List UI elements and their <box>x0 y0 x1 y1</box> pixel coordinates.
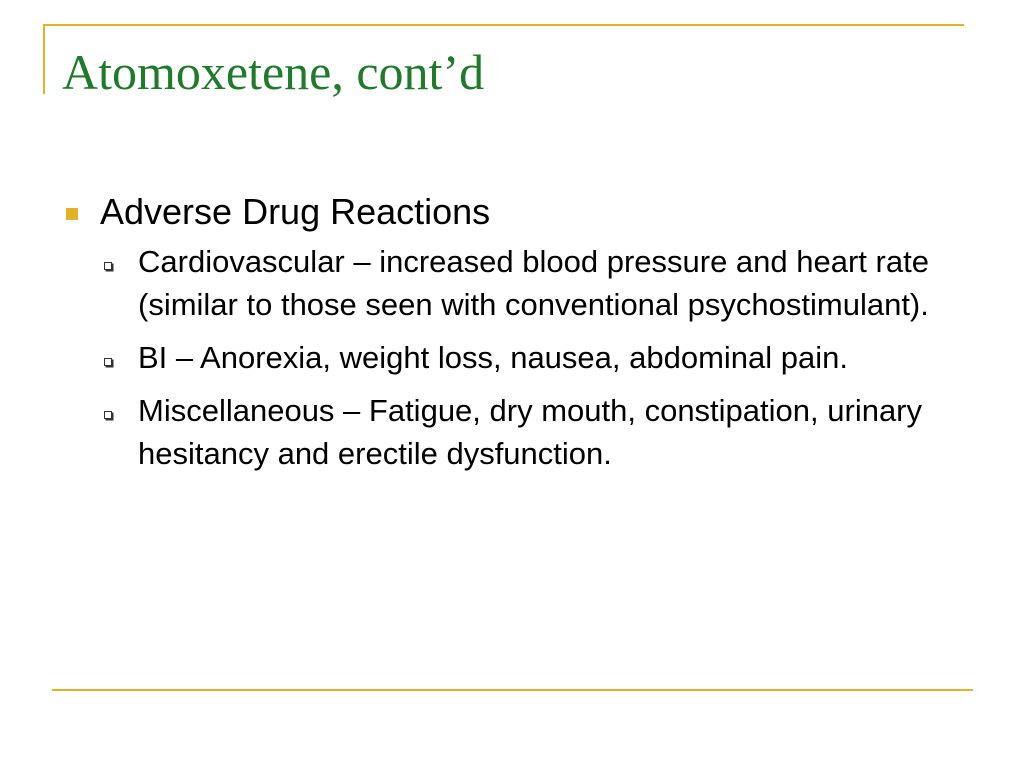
bullet-heading-text: Adverse Drug Reactions <box>100 191 491 232</box>
sub-bullet-list <box>62 240 962 475</box>
bottom-border-line <box>52 689 973 691</box>
slide-body <box>62 188 962 485</box>
sub-bullet-item <box>62 240 978 326</box>
sub-bullet-text: Miscellaneous – Fatigue, dry mouth, constipation, urinary hesitancy and erectile dysfunction. <box>138 393 923 471</box>
top-border-line <box>43 24 964 26</box>
sub-bullet-text: Cardiovascular – increased blood pressure and heart rate (similar to those seen with conventional psychostimulant). <box>138 244 929 322</box>
sub-bullet-text: BI – Anorexia, weight loss, nausea, abdominal pain. <box>138 340 849 375</box>
hollow-square-bullet-icon <box>104 262 112 270</box>
left-border-line <box>43 24 45 94</box>
slide-title: Atomoxetene, cont’d <box>62 44 485 100</box>
hollow-square-bullet-icon <box>104 358 112 366</box>
sub-bullet-item <box>62 336 978 379</box>
hollow-square-bullet-icon <box>104 411 112 419</box>
square-bullet-icon <box>66 208 78 220</box>
bullet-item-heading <box>62 188 962 236</box>
sub-bullet-item <box>62 389 978 475</box>
